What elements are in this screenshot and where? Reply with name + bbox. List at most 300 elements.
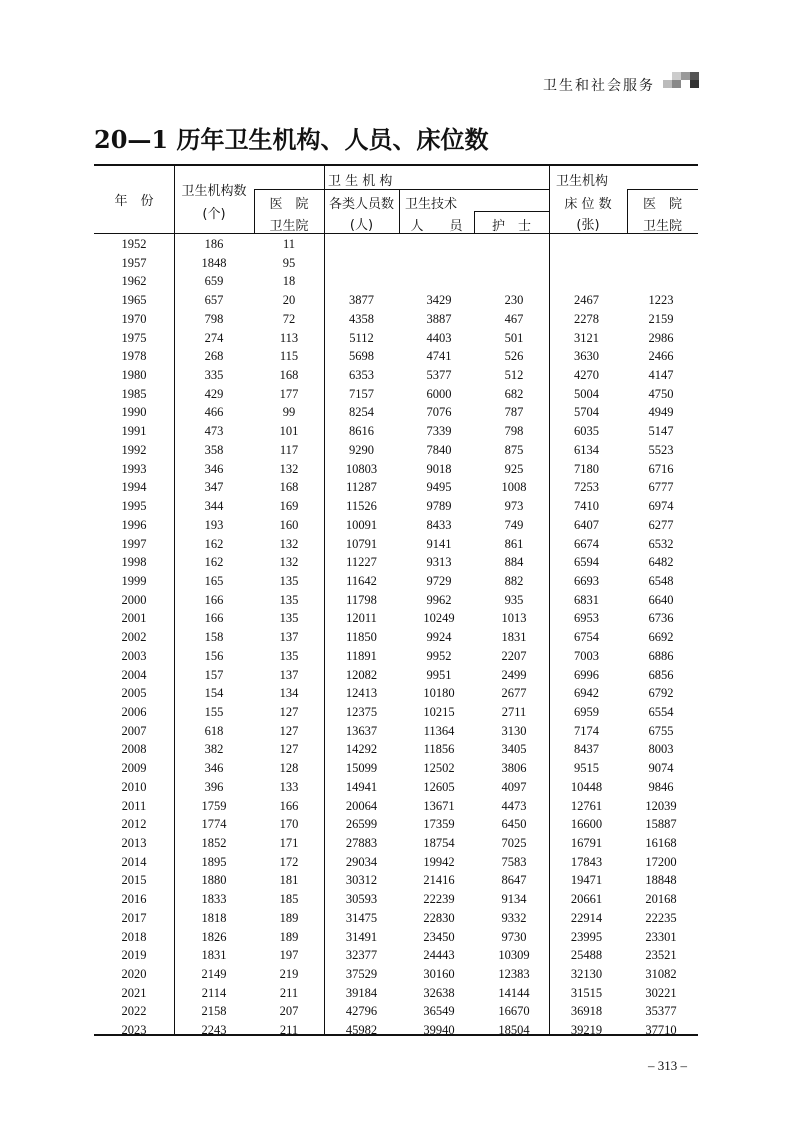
table-row: [94, 423, 698, 442]
corner-decoration: [663, 72, 699, 88]
table-cell: 36918: [570, 1004, 603, 1019]
table-cell: 9018: [426, 461, 452, 476]
table-cell: 2013: [121, 836, 147, 850]
table-cell: 2006: [121, 704, 147, 719]
table-cell: 135: [279, 592, 299, 607]
table-cell: 2986: [648, 330, 674, 345]
table-cell: 2000: [121, 592, 147, 607]
table-cell: 168: [279, 368, 299, 383]
table-cell: 473: [204, 424, 224, 439]
table-cell: 2002: [121, 630, 147, 645]
table-cell: 9789: [426, 499, 452, 514]
table-cell: 787: [504, 405, 524, 420]
table-cell: 4403: [426, 330, 452, 345]
table-cell: 1008: [501, 480, 527, 495]
header-beds-unit: (张): [576, 218, 600, 233]
table-cell: 9730: [501, 929, 527, 944]
table-cell: 346: [204, 461, 224, 476]
table-cell: 10448: [570, 779, 603, 794]
table-cell: 162: [204, 536, 224, 551]
table-cell: 466: [204, 405, 224, 420]
table-cell: 6035: [574, 424, 599, 439]
table-row: [94, 779, 698, 798]
table-cell: 5147: [648, 424, 674, 439]
table-cell: 4741: [426, 349, 452, 364]
table-cell: 154: [204, 686, 224, 701]
table-cell: 23301: [645, 929, 677, 944]
table-row: [94, 685, 698, 704]
table-cell: 6594: [574, 555, 599, 570]
table-cell: 2016: [121, 892, 147, 907]
table-cell: 166: [204, 611, 224, 626]
table-cell: 7339: [426, 424, 452, 439]
table-cell: 9515: [574, 761, 599, 776]
table-cell: 1759: [201, 798, 227, 813]
table-cell: 193: [204, 517, 224, 532]
table-cell: 2207: [501, 648, 527, 663]
table-cell: 2677: [501, 686, 527, 701]
table-cell: 31491: [345, 929, 378, 944]
table-cell: 659: [204, 274, 224, 289]
table-cell: 798: [204, 311, 224, 326]
table-row: [94, 629, 698, 648]
table-cell: 11227: [346, 555, 377, 570]
table-cell: 6792: [648, 686, 674, 701]
table-cell: 37710: [645, 1023, 677, 1038]
table-cell: 2018: [121, 929, 147, 944]
table-cell: 1952: [121, 237, 147, 251]
table-cell: 6674: [574, 536, 599, 551]
table-cell: 156: [204, 648, 224, 663]
table-cell: 18754: [423, 836, 455, 850]
table-cell: 3405: [501, 742, 527, 757]
table-cell: 13637: [345, 723, 378, 738]
table-cell: 113: [279, 330, 299, 345]
page-number: – 313 –: [648, 1058, 687, 1073]
table-cell: 18848: [645, 873, 677, 888]
table-cell: 6974: [648, 499, 674, 514]
table-cell: 29034: [345, 854, 378, 869]
table-cell: 861: [504, 536, 524, 551]
table-cell: 12413: [345, 686, 378, 701]
table-cell: 137: [279, 667, 299, 682]
table-cell: 3887: [426, 311, 452, 326]
table-cell: 8003: [648, 742, 674, 757]
table-row: [94, 479, 698, 498]
table-cell: 7253: [574, 480, 599, 495]
table-cell: 6755: [648, 723, 674, 738]
table-cell: 135: [279, 573, 299, 588]
table-cell: 2149: [201, 967, 227, 982]
table-cell: 1774: [201, 817, 227, 832]
table-row: [94, 273, 698, 292]
table-cell: 10215: [423, 704, 455, 719]
table-cell: 115: [279, 349, 299, 364]
table-cell: 6959: [574, 704, 599, 719]
table-cell: 8647: [501, 873, 527, 888]
table-cell: 18504: [498, 1023, 530, 1038]
table-cell: 31515: [570, 985, 603, 1000]
table-cell: 117: [279, 442, 299, 457]
table-cell: 72: [282, 311, 296, 326]
table-cell: 211: [279, 985, 299, 1000]
header-nurses: 护 士: [491, 219, 531, 234]
table-row: [94, 1003, 698, 1022]
table-cell: 4949: [648, 405, 674, 420]
table-cell: 2007: [121, 723, 147, 738]
table-cell: 6831: [574, 592, 599, 607]
header-personnel-group: 卫 生 机 构: [328, 174, 393, 189]
table-row: [94, 442, 698, 461]
table-row: [94, 536, 698, 555]
table-cell: 1880: [201, 873, 227, 888]
table-cell: 1978: [121, 349, 147, 364]
table-cell: 9846: [648, 779, 674, 794]
table-cell: 6000: [426, 386, 452, 401]
table-cell: 31082: [645, 967, 677, 982]
table-cell: 501: [504, 330, 524, 345]
table-cell: 1895: [201, 854, 227, 869]
table-cell: 1223: [648, 293, 674, 308]
table-cell: 7157: [349, 386, 374, 401]
table-cell: 5698: [349, 349, 374, 364]
table-cell: 3806: [501, 761, 527, 776]
table-row: [94, 723, 698, 742]
table-cell: 3877: [349, 293, 374, 308]
table-cell: 1013: [501, 611, 527, 626]
table-row: [94, 592, 698, 611]
table-cell: 875: [504, 442, 524, 457]
table-cell: 134: [279, 686, 299, 701]
table-cell: 20168: [645, 892, 677, 907]
table-cell: 1831: [201, 948, 227, 963]
table-cell: 1996: [121, 517, 147, 532]
table-cell: 7003: [574, 648, 599, 663]
table-cell: 13671: [423, 798, 455, 813]
table-cell: 6716: [648, 461, 674, 476]
table-cell: 3130: [501, 723, 527, 738]
table-cell: 8616: [349, 424, 374, 439]
table-cell: 165: [204, 573, 224, 588]
table-row: [94, 236, 698, 255]
table-cell: 6942: [574, 686, 599, 701]
table-cell: 6554: [648, 704, 674, 719]
table-cell: 6450: [501, 817, 527, 832]
table-cell: 12761: [570, 798, 603, 813]
header-institutions: 卫生机构数: [181, 184, 247, 199]
table-cell: 10091: [345, 517, 378, 532]
table-cell: 10180: [423, 686, 455, 701]
table-cell: 16168: [645, 836, 677, 850]
table-row: [94, 816, 698, 835]
table-cell: 30160: [423, 967, 455, 982]
table-cell: 35377: [645, 1004, 677, 1019]
table-cell: 1962: [121, 274, 147, 289]
table-cell: 189: [279, 929, 299, 944]
table-cell: 185: [279, 892, 299, 907]
table-row: [94, 386, 698, 405]
table-cell: 11856: [423, 742, 455, 757]
table-cell: 9951: [426, 667, 452, 682]
table-cell: 16600: [570, 817, 603, 832]
table-cell: 2012: [121, 817, 147, 832]
table-cell: 21416: [423, 873, 455, 888]
table-row: [94, 704, 698, 723]
table-cell: 6953: [574, 611, 599, 626]
table-cell: 1993: [121, 461, 147, 476]
table-cell: 347: [204, 480, 224, 495]
table-row: [94, 348, 698, 367]
table-cell: 973: [504, 499, 524, 514]
table-cell: 155: [204, 704, 224, 719]
table-cell: 23995: [570, 929, 603, 944]
table-cell: 10791: [345, 536, 378, 551]
table-cell: 166: [279, 798, 299, 813]
table-cell: 2001: [121, 611, 147, 626]
table-cell: 4270: [574, 368, 599, 383]
table-cell: 2466: [648, 349, 674, 364]
header-tech-1: 卫生技术: [405, 197, 458, 212]
table-cell: 429: [204, 386, 224, 401]
table-cell: 17843: [570, 854, 603, 869]
table-cell: 7025: [501, 836, 527, 850]
table-cell: 1826: [201, 929, 227, 944]
table-cell: 32638: [423, 985, 455, 1000]
table-row: [94, 610, 698, 629]
table-cell: 132: [279, 555, 299, 570]
table-cell: 1980: [121, 368, 147, 383]
table-cell: 1998: [121, 555, 147, 570]
table-cell: 1994: [121, 480, 147, 495]
table-cell: 935: [504, 592, 524, 607]
table-cell: 1975: [121, 330, 147, 345]
table-row: [94, 367, 698, 386]
table-row: [94, 872, 698, 891]
table-cell: 181: [279, 873, 299, 888]
table-cell: 4097: [501, 779, 527, 794]
table-cell: 20064: [345, 798, 378, 813]
header-personnel-all: 各类人员数: [328, 197, 394, 212]
header-beds-group: 卫生机构: [556, 174, 609, 189]
table-cell: 9729: [426, 573, 452, 588]
table-cell: 6407: [574, 517, 599, 532]
table-cell: 4473: [501, 798, 527, 813]
table-cell: 20661: [570, 892, 603, 907]
table-cell: 467: [504, 311, 524, 326]
table-cell: 135: [279, 648, 299, 663]
table-cell: 16670: [498, 1004, 530, 1019]
table-cell: 7180: [574, 461, 599, 476]
table-row: [94, 311, 698, 330]
table-cell: 2467: [574, 293, 599, 308]
table-cell: 2159: [648, 311, 674, 326]
header-tech-2: 人 员: [410, 219, 463, 234]
table-row: [94, 517, 698, 536]
table-cell: 335: [204, 368, 224, 383]
table-cell: 346: [204, 761, 224, 776]
table-row: [94, 891, 698, 910]
table-cell: 31475: [345, 910, 378, 925]
table-cell: 2019: [121, 948, 147, 963]
table-cell: 268: [204, 349, 224, 364]
table-cell: 7076: [426, 405, 452, 420]
table-row: [94, 835, 698, 854]
table-cell: 37529: [345, 967, 378, 982]
table-row: [94, 741, 698, 760]
table-cell: 95: [282, 255, 296, 270]
table-cell: 2014: [121, 854, 147, 869]
table-cell: 135: [279, 611, 299, 626]
table-cell: 19942: [423, 854, 455, 869]
table-cell: 7840: [426, 442, 452, 457]
table-cell: 11526: [346, 499, 377, 514]
table-row: [94, 461, 698, 480]
table-row: [94, 947, 698, 966]
table-cell: 526: [504, 349, 524, 364]
table-cell: 32130: [570, 967, 603, 982]
table-cell: 99: [282, 405, 296, 420]
table-cell: 132: [279, 461, 299, 476]
header-hospitals-1: 医 院: [269, 197, 309, 212]
table-cell: 6886: [648, 648, 674, 663]
table-row: [94, 648, 698, 667]
table-cell: 8254: [349, 405, 374, 420]
table-cell: 512: [504, 368, 524, 383]
table-cell: 14941: [345, 779, 378, 794]
table-cell: 166: [204, 592, 224, 607]
table-row: [94, 330, 698, 349]
table-cell: 2005: [121, 686, 147, 701]
table-cell: 25488: [570, 948, 603, 963]
table-cell: 10249: [423, 611, 455, 626]
table-row: [94, 1022, 698, 1041]
table-cell: 5704: [574, 405, 599, 420]
table-cell: 128: [279, 761, 299, 776]
table-cell: 2017: [121, 910, 147, 925]
table-cell: 137: [279, 630, 299, 645]
table-cell: 10309: [498, 948, 530, 963]
table-cell: 9134: [501, 892, 527, 907]
table-cell: 618: [204, 723, 224, 738]
table-cell: 382: [204, 742, 224, 757]
table-cell: 7583: [501, 854, 527, 869]
table-row: [94, 404, 698, 423]
table-cell: 11642: [346, 573, 377, 588]
table-cell: 11: [282, 237, 296, 251]
table-cell: 6754: [574, 630, 599, 645]
table-cell: 172: [279, 854, 299, 869]
table-cell: 2499: [501, 667, 527, 682]
table-cell: 132: [279, 536, 299, 551]
table-cell: 2003: [121, 648, 147, 663]
table-row: [94, 760, 698, 779]
table-cell: 6353: [349, 368, 374, 383]
table-cell: 1970: [121, 311, 147, 326]
table-cell: 4147: [648, 368, 674, 383]
table-row: [94, 985, 698, 1004]
table-cell: 160: [279, 517, 299, 532]
table-cell: 2243: [201, 1023, 227, 1038]
table-cell: 7174: [574, 723, 599, 738]
table-cell: 189: [279, 910, 299, 925]
table-cell: 882: [504, 573, 524, 588]
table-cell: 17359: [423, 817, 455, 832]
table-cell: 14144: [498, 985, 530, 1000]
table-cell: 22235: [645, 910, 677, 925]
table-cell: 101: [279, 424, 299, 439]
table-cell: 749: [504, 517, 524, 532]
table-cell: 798: [504, 424, 524, 439]
table-cell: 11364: [423, 723, 455, 738]
table-row: [94, 798, 698, 817]
table-cell: 6548: [648, 573, 674, 588]
table-cell: 9962: [426, 592, 452, 607]
header-personnel-unit: (人): [349, 218, 374, 233]
table-cell: 127: [279, 723, 299, 738]
header-hospitals-2: 卫生院: [269, 219, 309, 234]
table-cell: 9141: [426, 536, 452, 551]
table-cell: 1999: [121, 573, 147, 588]
table-cell: 2010: [121, 779, 147, 794]
table-cell: 1985: [121, 386, 147, 401]
table-cell: 19471: [570, 873, 603, 888]
table-cell: 39219: [570, 1023, 603, 1038]
table-cell: 127: [279, 742, 299, 757]
table-row: [94, 667, 698, 686]
table-cell: 11798: [346, 592, 377, 607]
table-cell: 12011: [346, 611, 377, 626]
table-cell: 9313: [426, 555, 452, 570]
table-row: [94, 498, 698, 517]
table-cell: 5004: [574, 386, 599, 401]
table-cell: 14292: [345, 742, 378, 757]
table-cell: 32377: [345, 948, 378, 963]
table-cell: 1818: [201, 910, 227, 925]
header-beds: 床 位 数: [564, 197, 612, 212]
table-cell: 925: [504, 461, 524, 476]
table-cell: 344: [204, 499, 224, 514]
table-cell: 230: [504, 293, 524, 308]
table-body: [94, 236, 698, 1041]
table-cell: 1852: [201, 836, 227, 850]
table-row: [94, 554, 698, 573]
table-cell: 6277: [648, 517, 674, 532]
table-cell: 23450: [423, 929, 455, 944]
table-cell: 30221: [645, 985, 677, 1000]
table-cell: 12375: [345, 704, 378, 719]
table-row: [94, 292, 698, 311]
table-cell: 157: [204, 667, 224, 682]
table-cell: 8433: [426, 517, 452, 532]
table-cell: 2022: [121, 1004, 147, 1019]
table-cell: 36549: [423, 1004, 455, 1019]
table-cell: 2015: [121, 873, 147, 888]
table-cell: 9924: [426, 630, 452, 645]
table-row: [94, 854, 698, 873]
table-cell: 9074: [648, 761, 674, 776]
table-cell: 12082: [345, 667, 378, 682]
table-cell: 16791: [570, 836, 603, 850]
table-cell: 12039: [645, 798, 677, 813]
table-cell: 18: [282, 274, 296, 289]
table-cell: 3121: [574, 330, 599, 345]
table-cell: 2020: [121, 967, 147, 982]
table-cell: 170: [279, 817, 299, 832]
table-cell: 197: [279, 948, 299, 963]
table-cell: 11850: [346, 630, 377, 645]
table-cell: 1957: [121, 255, 147, 270]
table-cell: 2009: [121, 761, 147, 776]
